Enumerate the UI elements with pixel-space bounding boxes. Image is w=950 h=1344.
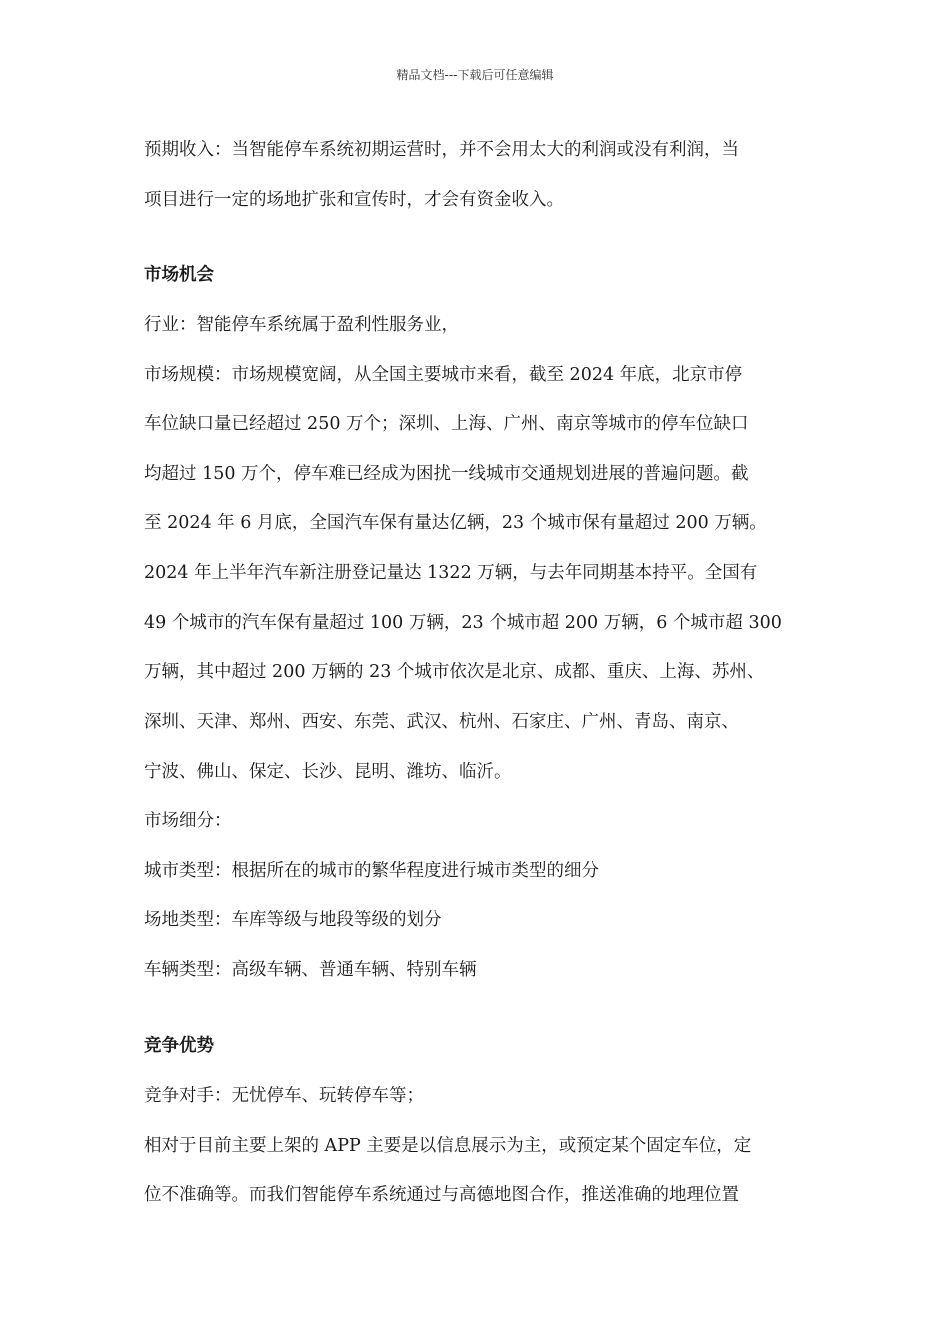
paragraph-line: 市场规模：市场规模宽阔，从全国主要城市来看，截至 2024 年底，北京市停 [144, 365, 743, 385]
section-heading-market-opportunity: 市场机会 [144, 265, 214, 285]
paragraph-line: 市场细分： [144, 811, 232, 831]
paragraph-line: 行业：智能停车系统属于盈利性服务业， [144, 315, 459, 335]
paragraph-line: 均超过 150 万个，停车难已经成为困扰一线城市交通规划进展的普遍问题。截 [144, 464, 749, 484]
paragraph-line: 预期收入：当智能停车系统初期运营时，并不会用太大的利润或没有利润，当 [144, 140, 739, 160]
paragraph-line: 竞争对手：无忧停车、玩转停车等； [144, 1086, 424, 1106]
paragraph-line: 2024 年上半年汽车新注册登记量达 1322 万辆，与去年同期基本持平。全国有 [144, 563, 758, 583]
paragraph-line: 宁波、佛山、保定、长沙、昆明、潍坊、临沂。 [144, 762, 512, 782]
paragraph-line: 位不准确等。而我们智能停车系统通过与高德地图合作，推送准确的地理位置 [144, 1185, 739, 1205]
paragraph-line: 城市类型：根据所在的城市的繁华程度进行城市类型的细分 [144, 861, 599, 881]
paragraph-line: 万辆，其中超过 200 万辆的 23 个城市依次是北京、成都、重庆、上海、苏州、 [144, 662, 765, 682]
paragraph-line: 场地类型：车库等级与地段等级的划分 [144, 910, 442, 930]
section-heading-competitive-advantage: 竞争优势 [144, 1036, 214, 1056]
paragraph-line: 相对于目前主要上架的 APP 主要是以信息展示为主，或预定某个固定车位，定 [144, 1136, 752, 1156]
paragraph-line: 深圳、天津、郑州、西安、东莞、武汉、杭州、石家庄、广州、青岛、南京、 [144, 712, 739, 732]
paragraph-line: 49 个城市的汽车保有量超过 100 万辆，23 个城市超 200 万辆，6 个城市超 300 [144, 613, 782, 633]
paragraph-line: 至 2024 年 6 月底，全国汽车保有量达亿辆，23 个城市保有量超过 200 万辆。 [144, 513, 767, 533]
paragraph-line: 车位缺口量已经超过 250 万个；深圳、上海、广州、南京等城市的停车位缺口 [144, 414, 749, 434]
page-header: 精品文档---下载后可任意编辑 [396, 68, 554, 82]
paragraph-line: 项目进行一定的场地扩张和宣传时，才会有资金收入。 [144, 190, 564, 210]
paragraph-line: 车辆类型：高级车辆、普通车辆、特别车辆 [144, 960, 477, 980]
